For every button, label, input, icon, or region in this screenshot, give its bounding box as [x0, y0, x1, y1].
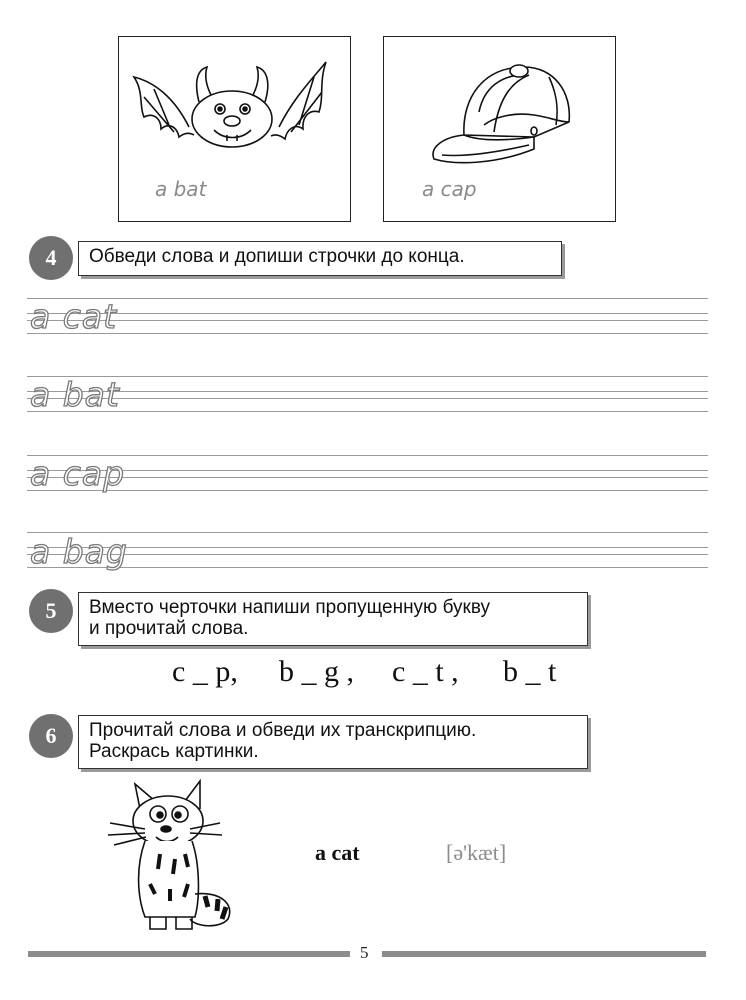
task-instruction-box [78, 241, 562, 276]
task-instruction-text: Обведи слова и допиши строчки до конца. [89, 246, 465, 267]
missing-letter-word: b _ g , [279, 655, 354, 688]
cap-caption: a cap [422, 177, 477, 201]
cat-transcription[interactable]: [ə'kæt] [446, 840, 507, 865]
footer-divider-right [382, 951, 706, 957]
trace-word-cap: a cap [30, 454, 126, 493]
missing-letter-word: c _ p, [172, 655, 238, 688]
task-number-badge: 5 [29, 589, 73, 633]
task-number-badge: 4 [29, 236, 73, 280]
cap-icon [384, 37, 615, 177]
bat-caption: a bat [155, 177, 207, 201]
task-instruction-box [78, 715, 588, 769]
missing-letter-word: b _ t [503, 655, 557, 688]
task-instruction-box [78, 592, 588, 646]
trace-word-bag: a bag [30, 532, 128, 571]
trace-word-cat: a cat [30, 297, 118, 336]
page-number: 5 [360, 943, 369, 962]
missing-letter-word: c _ t , [392, 655, 459, 688]
bat-icon [119, 37, 350, 177]
task-instruction-line: Раскрась картинки. [89, 741, 259, 762]
task-instruction-line: Вместо черточки напиши пропущенную букву [89, 597, 491, 618]
bat-picture-box [118, 36, 351, 222]
trace-word-bat: a bat [30, 375, 120, 414]
cat-word: a cat [315, 840, 360, 865]
cat-icon [100, 779, 240, 934]
cap-picture-box [383, 36, 616, 222]
task-number-badge: 6 [29, 714, 73, 758]
task-instruction-line: Прочитай слова и обведи их транскрипцию. [89, 720, 477, 741]
task-instruction-line: и прочитай слова. [89, 618, 249, 639]
footer-divider-left [28, 951, 350, 957]
